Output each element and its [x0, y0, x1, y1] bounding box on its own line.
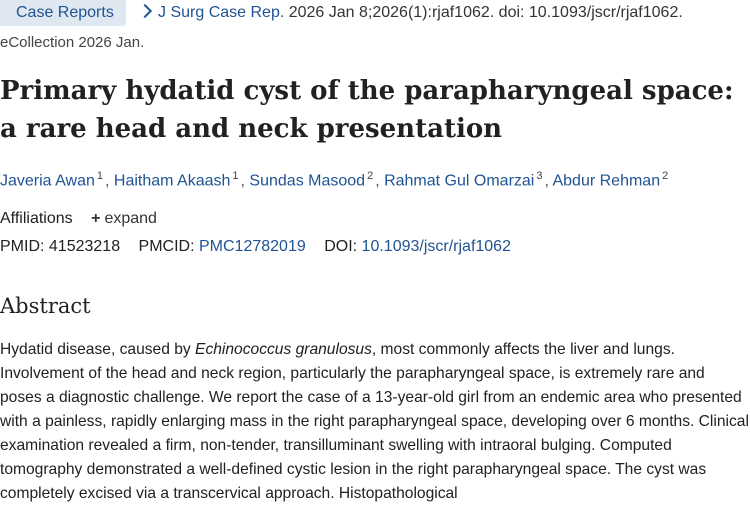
abstract-species-name: Echinococcus granulosus — [195, 341, 372, 358]
author-link[interactable]: Rahmat Gul Omarzai — [384, 172, 535, 190]
affiliations-expand-button[interactable] — [91, 210, 157, 227]
plus-icon: + — [91, 210, 101, 227]
doi-link[interactable]: 10.1093/jscr/rjaf1062 — [361, 238, 511, 255]
article-title: Primary hydatid cyst of the parapharyngeal space: a rare head and neck presentation — [0, 76, 734, 144]
chevron-right-icon — [138, 4, 152, 18]
affiliation-ref[interactable]: 1 — [232, 170, 239, 182]
citation-line — [138, 4, 683, 22]
affiliations-row — [0, 210, 157, 228]
author-list: Javeria Awan $^1$ , Haitham Akaash $^1$ , Sundas Masood $^2$ , Rahmat Gul Omarzai $^3$ , Abdur Rehman $^2$ — [0, 170, 669, 190]
affiliation-ref[interactable]: 3 — [536, 170, 543, 182]
journal-link[interactable]: J Surg Case Rep. — [158, 4, 285, 21]
citation-bar — [0, 0, 750, 28]
affiliation-ref[interactable]: 2 — [367, 170, 374, 182]
pmid-value: 41523218 — [48, 238, 121, 255]
affiliation-ref[interactable]: 2 — [662, 170, 669, 182]
article-type-badge[interactable]: Case Reports — [0, 0, 126, 26]
author-link[interactable]: Haitham Akaash — [113, 172, 231, 190]
ecollection-text: eCollection 2026 Jan. — [0, 34, 145, 51]
abstract-text — [0, 338, 750, 506]
identifiers-row — [0, 238, 511, 256]
pmcid-link[interactable]: PMC12782019 — [199, 238, 306, 255]
author-link[interactable]: Abdur Rehman — [552, 172, 661, 190]
pmcid-label: PMCID: — [138, 238, 195, 255]
expand-label: expand — [104, 210, 157, 227]
citation-text: 2026 Jan 8;2026(1):rjaf1062. doi: 10.1093/jscr/rjaf1062. — [288, 4, 683, 21]
doi-label: DOI: — [324, 238, 358, 255]
abstract-heading: Abstract — [0, 294, 91, 318]
affiliations-label: Affiliations — [0, 210, 73, 227]
author-link[interactable]: Sundas Masood — [249, 172, 366, 190]
pmid-label: PMID: — [0, 238, 45, 255]
abstract-part-2: , most commonly affects the liver and lungs. Involvement of the head and neck region, particularly the parapharyngeal space, is extremely rare and poses a diagnostic challenge. We report the case of a 13-year-old girl from an endemic area who presented with a painless, rapidly enlarging mass in the right parapharyngeal space, developing over 6 months. Clinical examination revealed a firm, non-tender, transilluminant swelling with intraoral bulging. Computed tomography demonstrated a well-defined cystic lesion in the right parapharyngeal space. The cyst was completely excised via a transcervical approach. Histopathological — [0, 341, 749, 502]
abstract-part-1: Hydatid disease, caused by — [0, 341, 196, 358]
affiliation-ref[interactable]: 1 — [96, 170, 103, 182]
author-link[interactable]: Javeria Awan — [0, 172, 95, 190]
